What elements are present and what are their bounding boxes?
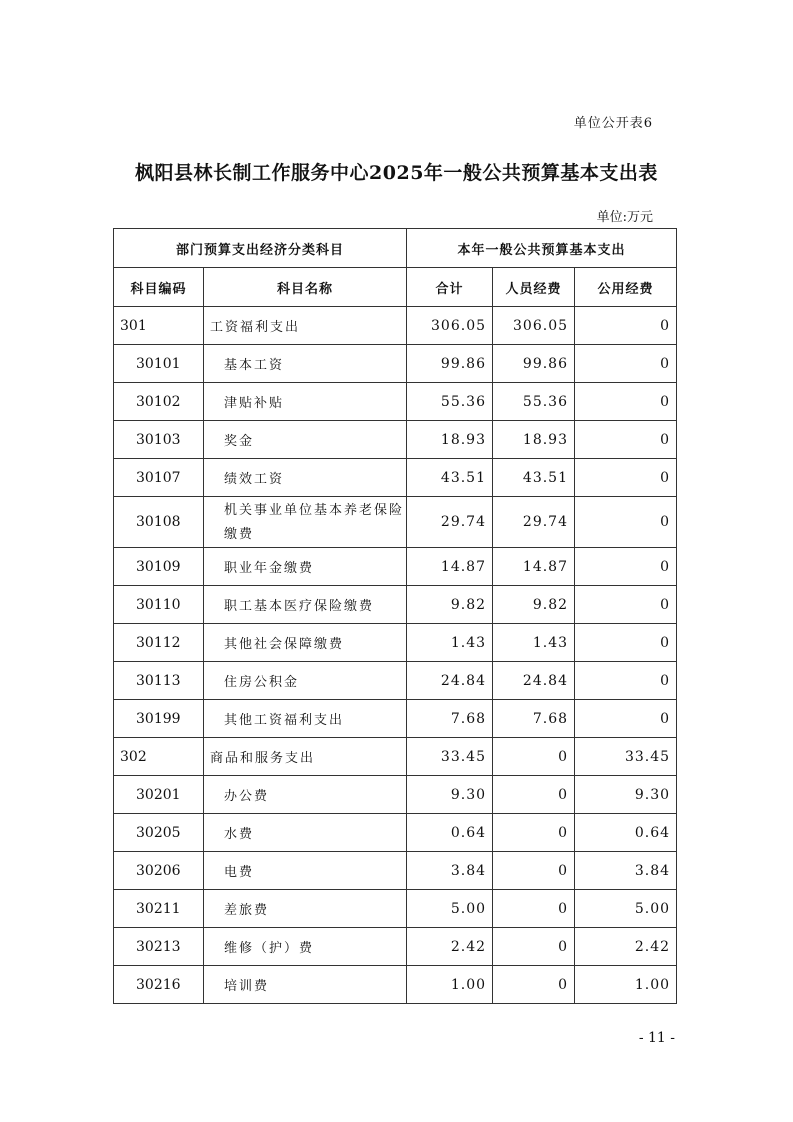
name-cell: 机关事业单位基本养老保险缴费 bbox=[204, 497, 407, 548]
personnel-cell: 43.51 bbox=[493, 459, 575, 497]
personnel-cell: 0 bbox=[493, 852, 575, 890]
personnel-cell: 9.82 bbox=[493, 586, 575, 624]
public-cell: 2.42 bbox=[575, 928, 677, 966]
public-cell: 0 bbox=[575, 624, 677, 662]
name-cell: 职工基本医疗保险缴费 bbox=[204, 586, 407, 624]
name-cell: 奖金 bbox=[204, 421, 407, 459]
public-cell: 0 bbox=[575, 383, 677, 421]
table-row bbox=[114, 928, 677, 966]
personnel-cell: 24.84 bbox=[493, 662, 575, 700]
col-header-total: 合计 bbox=[407, 268, 493, 307]
table-row bbox=[114, 814, 677, 852]
group-header-expenditure: 本年一般公共预算基本支出 bbox=[407, 229, 677, 268]
personnel-cell: 1.43 bbox=[493, 624, 575, 662]
personnel-cell: 14.87 bbox=[493, 548, 575, 586]
table-id: 单位公开表6 bbox=[573, 116, 653, 131]
public-cell: 0 bbox=[575, 548, 677, 586]
table-row bbox=[114, 624, 677, 662]
page-title: 枫阳县林长制工作服务中心2025年一般公共预算基本支出表 bbox=[135, 162, 658, 184]
code-cell: 30110 bbox=[114, 586, 204, 624]
personnel-cell: 0 bbox=[493, 814, 575, 852]
personnel-cell: 0 bbox=[493, 890, 575, 928]
code-cell: 30113 bbox=[114, 662, 204, 700]
code-cell: 30206 bbox=[114, 852, 204, 890]
code-cell: 30103 bbox=[114, 421, 204, 459]
table-body bbox=[114, 307, 677, 1004]
personnel-cell: 0 bbox=[493, 776, 575, 814]
code-cell: 30205 bbox=[114, 814, 204, 852]
group-header-classification: 部门预算支出经济分类科目 bbox=[114, 229, 407, 268]
public-cell: 0 bbox=[575, 307, 677, 345]
table-row bbox=[114, 700, 677, 738]
table-row bbox=[114, 586, 677, 624]
personnel-cell: 29.74 bbox=[493, 497, 575, 548]
public-cell: 0 bbox=[575, 421, 677, 459]
total-cell: 2.42 bbox=[407, 928, 493, 966]
total-cell: 1.00 bbox=[407, 966, 493, 1004]
total-cell: 24.84 bbox=[407, 662, 493, 700]
code-cell: 30112 bbox=[114, 624, 204, 662]
total-cell: 29.74 bbox=[407, 497, 493, 548]
name-cell: 其他工资福利支出 bbox=[204, 700, 407, 738]
total-cell: 306.05 bbox=[407, 307, 493, 345]
total-cell: 5.00 bbox=[407, 890, 493, 928]
total-cell: 14.87 bbox=[407, 548, 493, 586]
public-cell: 0 bbox=[575, 662, 677, 700]
code-cell: 30107 bbox=[114, 459, 204, 497]
public-cell: 0 bbox=[575, 586, 677, 624]
public-cell: 3.84 bbox=[575, 852, 677, 890]
name-cell: 津贴补贴 bbox=[204, 383, 407, 421]
total-cell: 3.84 bbox=[407, 852, 493, 890]
public-cell: 0 bbox=[575, 459, 677, 497]
total-cell: 7.68 bbox=[407, 700, 493, 738]
total-cell: 9.82 bbox=[407, 586, 493, 624]
code-cell: 30101 bbox=[114, 345, 204, 383]
col-header-public: 公用经费 bbox=[575, 268, 677, 307]
code-cell: 302 bbox=[114, 738, 204, 776]
table-row bbox=[114, 662, 677, 700]
personnel-cell: 0 bbox=[493, 966, 575, 1004]
total-cell: 33.45 bbox=[407, 738, 493, 776]
code-cell: 30109 bbox=[114, 548, 204, 586]
name-cell: 住房公积金 bbox=[204, 662, 407, 700]
total-cell: 1.43 bbox=[407, 624, 493, 662]
name-cell: 维修（护）费 bbox=[204, 928, 407, 966]
personnel-cell: 55.36 bbox=[493, 383, 575, 421]
table-row bbox=[114, 307, 677, 345]
total-cell: 9.30 bbox=[407, 776, 493, 814]
total-cell: 99.86 bbox=[407, 345, 493, 383]
personnel-cell: 306.05 bbox=[493, 307, 575, 345]
code-cell: 30213 bbox=[114, 928, 204, 966]
public-cell: 0 bbox=[575, 497, 677, 548]
code-cell: 30199 bbox=[114, 700, 204, 738]
code-cell: 30216 bbox=[114, 966, 204, 1004]
total-cell: 0.64 bbox=[407, 814, 493, 852]
page-number: - 11 - bbox=[638, 1030, 675, 1046]
table-row bbox=[114, 383, 677, 421]
table-row bbox=[114, 459, 677, 497]
table-row bbox=[114, 421, 677, 459]
name-cell: 基本工资 bbox=[204, 345, 407, 383]
personnel-cell: 7.68 bbox=[493, 700, 575, 738]
table-row bbox=[114, 738, 677, 776]
name-cell: 水费 bbox=[204, 814, 407, 852]
budget-table bbox=[113, 228, 677, 1004]
table-row bbox=[114, 966, 677, 1004]
personnel-cell: 0 bbox=[493, 928, 575, 966]
table-row bbox=[114, 776, 677, 814]
total-cell: 55.36 bbox=[407, 383, 493, 421]
public-cell: 9.30 bbox=[575, 776, 677, 814]
name-cell: 职业年金缴费 bbox=[204, 548, 407, 586]
public-cell: 1.00 bbox=[575, 966, 677, 1004]
personnel-cell: 0 bbox=[493, 738, 575, 776]
personnel-cell: 18.93 bbox=[493, 421, 575, 459]
unit-label: 单位:万元 bbox=[596, 210, 653, 225]
code-cell: 30211 bbox=[114, 890, 204, 928]
code-cell: 30102 bbox=[114, 383, 204, 421]
public-cell: 33.45 bbox=[575, 738, 677, 776]
name-cell: 其他社会保障缴费 bbox=[204, 624, 407, 662]
name-cell: 工资福利支出 bbox=[204, 307, 407, 345]
name-cell: 电费 bbox=[204, 852, 407, 890]
code-cell: 30108 bbox=[114, 497, 204, 548]
name-cell: 差旅费 bbox=[204, 890, 407, 928]
public-cell: 0 bbox=[575, 700, 677, 738]
col-header-personnel: 人员经费 bbox=[493, 268, 575, 307]
table-row bbox=[114, 890, 677, 928]
table-row bbox=[114, 497, 677, 548]
public-cell: 5.00 bbox=[575, 890, 677, 928]
table-row bbox=[114, 345, 677, 383]
total-cell: 18.93 bbox=[407, 421, 493, 459]
code-cell: 301 bbox=[114, 307, 204, 345]
table-row bbox=[114, 548, 677, 586]
col-header-code: 科目编码 bbox=[114, 268, 204, 307]
public-cell: 0 bbox=[575, 345, 677, 383]
name-cell: 培训费 bbox=[204, 966, 407, 1004]
code-cell: 30201 bbox=[114, 776, 204, 814]
table-row bbox=[114, 852, 677, 890]
name-cell: 商品和服务支出 bbox=[204, 738, 407, 776]
total-cell: 43.51 bbox=[407, 459, 493, 497]
name-cell: 绩效工资 bbox=[204, 459, 407, 497]
col-header-name: 科目名称 bbox=[204, 268, 407, 307]
name-cell: 办公费 bbox=[204, 776, 407, 814]
public-cell: 0.64 bbox=[575, 814, 677, 852]
personnel-cell: 99.86 bbox=[493, 345, 575, 383]
